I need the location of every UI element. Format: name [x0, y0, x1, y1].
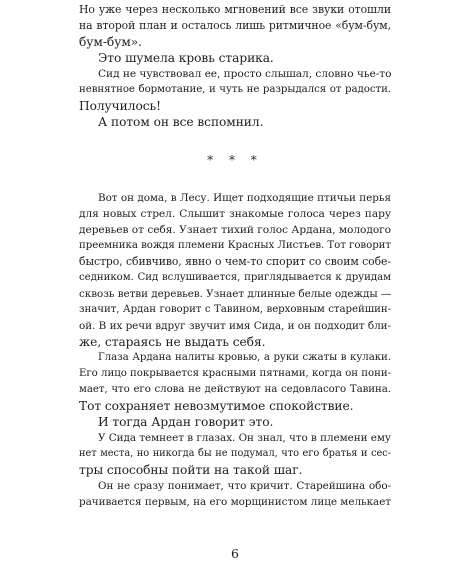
text-line: быстро, сбивчиво, явно о чем-то спорит со своим собе-: [79, 255, 391, 268]
text-line: Вот он дома, в Лесу. Ищет подходящие птичьи перья: [98, 192, 391, 204]
text-line: Его лицо покрывается красными пятнами, когда он пони-: [79, 368, 391, 379]
text-line: Он не сразу понимает, что кричит. Старейшина обо-: [98, 480, 391, 492]
text-line: невнятное бормотание, и чуть не разрыдался от радости.: [79, 84, 391, 95]
text-line: мает, что его слова не действуют на седовласого Тавина.: [79, 384, 391, 395]
text-line: же, стараясь не выдать себя.: [79, 335, 266, 349]
text-line: сквозь ветви деревьев. Узнает длинные белые одежды —: [79, 288, 392, 300]
text-line: И тогда Ардан говорит это.: [98, 415, 274, 429]
text-line: Тот сохраняет невозмутимое спокойствие.: [79, 399, 354, 413]
page-number: 6: [231, 546, 239, 561]
text-line: Сид не чувствовал ее, просто слышал, словно чье-то: [98, 68, 392, 80]
text-line: Глаза Ардана налиты кровью, а руки сжаты в кулаки.: [98, 352, 391, 363]
text-line: Это шумела кровь старика.: [98, 51, 274, 65]
text-line: У Сида темнеет в глазах. Он знал, что в племени ему: [98, 432, 391, 444]
text-line: для новых стрел. Слышит знакомые голоса через пару: [79, 208, 391, 220]
text-line: на второй план и осталось лишь ритмичное «бум-бум,: [79, 19, 391, 32]
text-line: Но уже через несколько мгновений все звуки отошли: [79, 3, 391, 16]
text-line: А потом он все вспомнил.: [98, 115, 264, 129]
book-page: [79, 0, 391, 570]
text-line: седником. Сид вслушивается, приглядывается к друидам: [79, 272, 391, 283]
section-separator: * * *: [207, 153, 263, 167]
text-line: рачивается первым, на его морщинистом лице мелькает: [79, 496, 391, 508]
text-line: бум-бум».: [79, 35, 142, 49]
text-line: деревьев от себя. Узнает тихий голос Ардана, молодого: [79, 224, 391, 236]
text-line: нет места, но никогда бы не подумал, что его братья и сес-: [79, 448, 391, 459]
text-line: Получилось!: [79, 99, 161, 113]
text-line: тры способны пойти на такой шаг.: [79, 463, 303, 477]
text-line: преемника вождя племени Красных Листьев. Тот говорит: [79, 240, 391, 251]
text-line: ой. В их речи вдруг звучит имя Сида, и он подходит бли-: [79, 320, 391, 332]
text-line: значит, Ардан говорит с Тавином, верховным старейшин-: [79, 304, 391, 315]
